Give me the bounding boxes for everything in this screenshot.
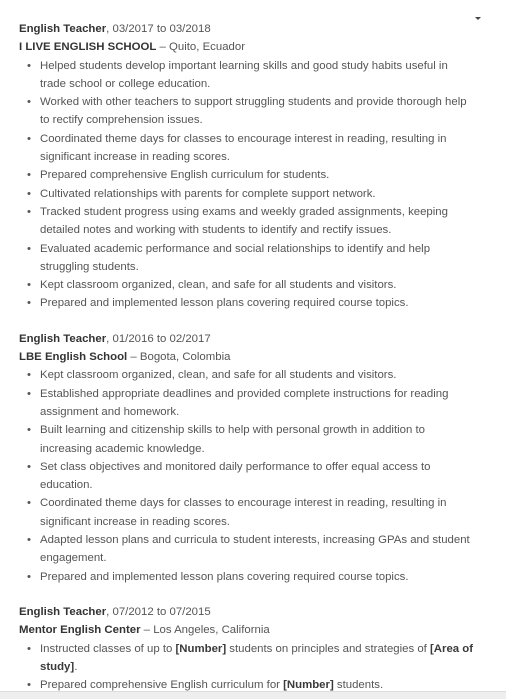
list-item: • Kept classroom organized, clean, and safe for all students and visitors. xyxy=(39,366,474,384)
list-item: • Prepared and implemented lesson plans covering required course topics. xyxy=(39,294,474,312)
comma-separator: , xyxy=(106,605,113,618)
job-title: English Teacher xyxy=(19,605,107,618)
list-item: • Cultivated relationships with parents for complete support network. xyxy=(39,185,474,203)
experience-section xyxy=(19,20,474,699)
dash-separator: – xyxy=(156,41,170,54)
job-entry xyxy=(19,330,474,586)
placeholder-number: [Number] xyxy=(175,642,227,655)
bullet-text: students. xyxy=(333,679,384,692)
bullet-text: Instructed classes of up to xyxy=(40,642,176,655)
list-item: • Built learning and citizenship skills to help with personal growth in addition to increasing academic knowledge. xyxy=(39,421,474,458)
list-item: • Helped students develop important learning skills and good study habits useful in trade school or college education. xyxy=(39,57,474,94)
placeholder-area-of-study: [Area of study] xyxy=(40,642,474,673)
bullet-text: students on principles and strategies of xyxy=(226,642,431,655)
job-dates: 01/2016 to 02/2017 xyxy=(112,332,211,345)
placeholder-number: [Number] xyxy=(283,679,334,692)
job-title: English Teacher xyxy=(19,332,107,345)
job-dates: 03/2017 to 03/2018 xyxy=(112,23,211,35)
bullet-text: Prepared comprehensive English curriculum for xyxy=(40,679,284,692)
list-item: • Coordinated theme days for classes to encourage interest in reading, resulting in significant increase in reading scores. xyxy=(39,494,474,531)
bottom-toolbar xyxy=(0,691,506,699)
list-item: • Prepared comprehensive English curriculum for students. xyxy=(39,166,474,184)
comma-separator: , xyxy=(106,23,113,35)
job-bullets xyxy=(19,57,474,313)
job-dates: 07/2012 to 07/2015 xyxy=(112,605,211,618)
dash-separator: – xyxy=(127,351,140,364)
job-header xyxy=(19,20,474,38)
bullet-text: . xyxy=(74,660,78,673)
job-employer xyxy=(19,38,474,56)
list-item: • Evaluated academic performance and social relationships to identify and help struggling students. xyxy=(39,240,474,277)
job-employer xyxy=(19,348,474,366)
company-name: LBE English School xyxy=(19,351,128,364)
job-entry xyxy=(19,603,474,694)
list-item: • Set class objectives and monitored daily performance to offer equal access to education. xyxy=(39,458,474,495)
list-item: • Prepared and implemented lesson plans covering required course topics. xyxy=(39,568,474,586)
comma-separator: , xyxy=(106,332,113,345)
company-name: I LIVE ENGLISH SCHOOL xyxy=(19,41,157,54)
job-bullets xyxy=(19,366,474,586)
list-item xyxy=(39,640,474,677)
job-employer xyxy=(19,621,474,639)
job-location: Los Angeles, California xyxy=(153,624,270,637)
dash-separator: – xyxy=(140,624,154,637)
list-item: • Coordinated theme days for classes to encourage interest in reading, resulting in significant increase in reading scores. xyxy=(39,130,474,167)
job-header xyxy=(19,330,474,348)
job-title: English Teacher xyxy=(19,23,107,35)
caret-down-icon[interactable] xyxy=(475,17,481,20)
job-location: Quito, Ecuador xyxy=(169,41,245,54)
list-item: • Adapted lesson plans and curricula to student interests, increasing GPAs and student engagement. xyxy=(39,531,474,568)
list-item: • Kept classroom organized, clean, and safe for all students and visitors. xyxy=(39,276,474,294)
job-bullets xyxy=(19,640,474,695)
list-item: • Worked with other teachers to support struggling students and provide thorough help to rectify comprehension issues. xyxy=(39,93,474,130)
job-header xyxy=(19,603,474,621)
list-item: • Tracked student progress using exams and weekly graded assignments, keeping detailed notes and working with students to identify and rectify issues. xyxy=(39,203,474,240)
job-location: Bogota, Colombia xyxy=(139,351,231,364)
list-item: • Established appropriate deadlines and provided complete instructions for reading assignment and homework. xyxy=(39,385,474,422)
company-name: Mentor English Center xyxy=(19,624,141,637)
job-entry xyxy=(19,20,474,313)
